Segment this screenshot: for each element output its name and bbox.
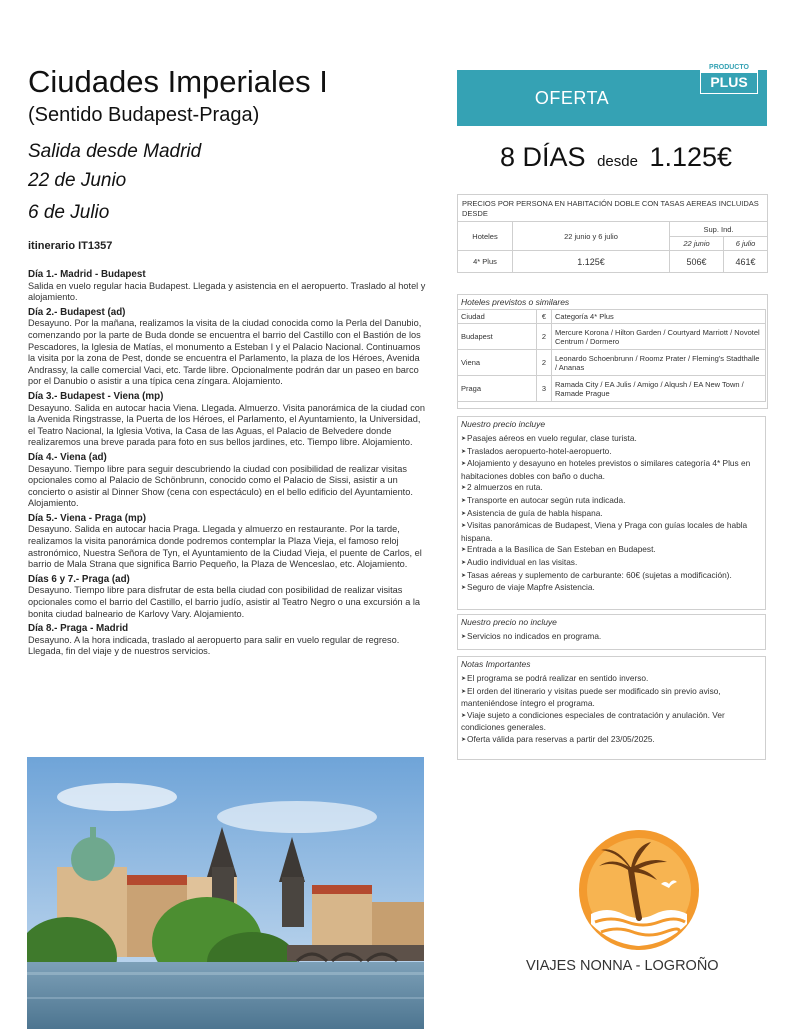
list-item: ➤ Audio individual en las visitas. — [461, 557, 762, 570]
row-price: 1.125€ — [513, 251, 670, 273]
day-text: Desayuno. A la hora indicada, traslado al aeropuerto para salir en vuelo regular de regreso. Llegada, fin del viaje y de nuestros servicios. — [28, 634, 400, 657]
list-item: ➤ El programa se podrá realizar en sentido inverso. — [461, 673, 762, 686]
day-title: Día 5.- Viena - Praga (mp) — [28, 512, 146, 524]
notes-heading: Notas Importantes — [461, 659, 531, 669]
itinerary-code: itinerario IT1357 — [28, 240, 113, 252]
page-subtitle: (Sentido Budapest-Praga) — [28, 104, 260, 126]
offer-banner — [457, 64, 767, 126]
hotel-names: Ramada City / EA Julis / Amigo / Alqush / EA New Town / Ramade Prague — [552, 376, 766, 402]
hotel-city: Viena — [458, 350, 537, 376]
price-desde: desde — [597, 153, 638, 170]
list-item: ➤ Pasajes aéreos en vuelo regular, clase turista. — [461, 433, 762, 446]
day-title: Día 8.- Praga - Madrid — [28, 623, 129, 635]
includes-list — [461, 433, 762, 595]
hotel-names: Mercure Korona / Hilton Garden / Courtyard Marriott / Novotel Centrum / Dormero — [552, 324, 766, 350]
table-row — [458, 350, 766, 376]
list-item: ➤ Seguro de viaje Mapfre Asistencia. — [461, 582, 762, 595]
excludes-heading: Nuestro precio no incluye — [461, 617, 557, 627]
table-row — [458, 324, 766, 350]
product-plus-badge — [700, 62, 758, 94]
day-block — [28, 574, 428, 620]
badge-main-text: PLUS — [710, 74, 748, 90]
day-title: Día 2.- Budapest (ad) — [28, 306, 126, 318]
price-headline — [500, 142, 732, 173]
price-value: 1.125€ — [649, 142, 733, 172]
day-text: Desayuno. Tiempo libre para seguir descubriendo la ciudad con posibilidad de realizar visitas opcionales como al Palacio de Schönbrunn, conocido como el Palacio de Sissi, asistir a un concierto o asistir al Dinner Show (cena con espectáculo) en el bello edificio del Ayuntamiento. Alojamiento. — [28, 463, 413, 509]
notes-section — [457, 656, 766, 760]
list-item: ➤ Entrada a la Basílica de San Esteban en Budapest. — [461, 544, 762, 557]
price-note: PRECIOS POR PERSONA EN HABITACIÓN DOBLE CON TASAS AEREAS INCLUIDAS DESDE — [457, 194, 768, 221]
list-item: ➤ Oferta válida para reservas a partir del 23/05/2025. — [461, 734, 762, 747]
list-item: ➤ Asistencia de guía de habla hispana. — [461, 508, 762, 521]
notes-list — [461, 673, 762, 747]
day-title: Día 3.- Budapest - Viena (mp) — [28, 390, 164, 402]
hotels-heading: Hoteles previstos o similares — [461, 297, 570, 307]
hotels-table — [457, 309, 766, 402]
hotels-col-category: Categoría 4* Plus — [552, 310, 766, 324]
page-title: Ciudades Imperiales I — [28, 64, 328, 99]
list-item: ➤ 2 almuerzos en ruta. — [461, 482, 762, 495]
departure-date-1: 22 de Junio — [28, 170, 127, 191]
departure-date-2: 6 de Julio — [28, 202, 110, 223]
list-item: ➤ Tasas aéreas y suplemento de carburante: 60€ (sujetas a modificación). — [461, 570, 762, 583]
day-block — [28, 269, 428, 304]
day-text: Salida en vuelo regular hacia Budapest. Llegada y asistencia en el aeropuerto. Traslado al hotel y alojamiento. — [28, 280, 426, 303]
list-item: ➤ Alojamiento y desayuno en hoteles previstos o similares categoría 4* Plus en habitaciones dobles con baño o ducha. — [461, 458, 762, 482]
row-sup-6: 461€ — [724, 251, 768, 273]
day-title: Días 6 y 7.- Praga (ad) — [28, 573, 130, 585]
day-text: Desayuno. Tiempo libre para disfrutar de esta bella ciudad con posibilidad de realizar visitas opcionales como el barrio del Castillo, el barrio judío, asistir al Teatro Negro o una excursión a la bonita ciudad balneario de Karlovy Vary. Alojamiento. — [28, 585, 421, 619]
list-item: ➤ El orden del itinerario y visitas puede ser modificado sin previo aviso, manteniéndose íntegro el programa. — [461, 686, 762, 710]
hotel-nights: 3 — [537, 376, 552, 402]
hotels-col-city: Ciudad — [458, 310, 537, 324]
itinerary-days — [28, 266, 428, 658]
row-category: 4* Plus — [458, 251, 513, 273]
departure-label: Salida desde Madrid — [28, 141, 202, 162]
day-block — [28, 623, 428, 658]
excludes-list — [461, 631, 762, 644]
badge-top-text: PRODUCTO — [701, 63, 757, 73]
agency-name: VIAJES NONNA - LOGROÑO — [526, 958, 719, 974]
list-item: ➤ Visitas panorámicas de Budapest, Viena y Praga con guías locales de habla hispana. — [461, 520, 762, 544]
offer-label: OFERTA — [534, 88, 610, 108]
day-text: Desayuno. Salida en autocar hacia Praga. Llegada y almuerzo en restaurante. Por la tarde, realizamos la visita panorámica donde podremos contemplar la Plaza Vieja, el famoso reloj astronómico, Nuestra Señora de Tyn, el Ayuntamiento de la Ciudad Vieja, el puente de Carlos, el barrio de Mala Strana que significa Barrio Pequeño, la Plaza de Wenceslao, etc. Alojamiento. — [28, 524, 422, 570]
hotel-nights: 2 — [537, 350, 552, 376]
list-item: ➤ Transporte en autocar según ruta indicada. — [461, 495, 762, 508]
includes-heading: Nuestro precio incluye — [461, 419, 546, 429]
col-hotels: Hoteles — [458, 222, 513, 251]
excludes-section — [457, 614, 766, 650]
day-text: Desayuno. Salida en autocar hacia Viena. Llegada. Almuerzo. Visita panorámica de la ciudad con la Avenida Ringstrasse, la Puerta de los Héroes, el Parlamento, el Ayuntamiento, la Universidad, el Teatro Nacional, la Iglesia Votiva, la Casa de las Aguas, el Palacio de Belvedere donde realizaremos una breve parada para foto en sus bellos jardines, etc. Tiempo libre. Alojamiento. — [28, 402, 426, 448]
day-title: Día 4.- Viena (ad) — [28, 451, 107, 463]
list-item: ➤ Viaje sujeto a condiciones especiales de contratación y anulación. Ver condiciones generales. — [461, 710, 762, 734]
col-dates: 22 junio y 6 julio — [513, 222, 670, 251]
hotel-names: Leonardo Schoenbrunn / Roomz Prater / Fleming's Stadthalle / Ananas — [552, 350, 766, 376]
price-table — [457, 221, 768, 273]
col-sup-22: 22 junio — [670, 237, 724, 251]
row-sup-22: 506€ — [670, 251, 724, 273]
list-item: ➤ Traslados aeropuerto-hotel-aeropuerto. — [461, 446, 762, 459]
day-text: Desayuno. Por la mañana, realizamos la visita de la ciudad conocida como la Perla del Danubio, comenzando por la parte de Buda donde se encuentra el barrio del Castillo con el Bastión de los Pescadores, la Iglesia de Matías, el monumento a Esteban I y el Palacio Nacional. Continuamos la visita por la zona de Pest, donde se encuentra el Parlamento, la plaza de los Héroes, Avenida Andrassy, la calle comercial Vaci, etc. Tarde libre. Opcionalmente podrán dar un paseo en barco por el Danubio o asistir a una típica cena zíngara. Alojamiento. — [28, 318, 422, 387]
duration-days: 8 DÍAS — [500, 142, 586, 172]
day-block — [28, 307, 428, 388]
hotel-city: Praga — [458, 376, 537, 402]
hotels-section — [457, 294, 768, 409]
day-block — [28, 391, 428, 449]
hotels-col-nights: € — [537, 310, 552, 324]
col-sup-6: 6 julio — [724, 237, 768, 251]
table-row — [458, 376, 766, 402]
includes-section — [457, 416, 766, 610]
hotel-nights: 2 — [537, 324, 552, 350]
prague-photo — [27, 757, 424, 1029]
hotel-city: Budapest — [458, 324, 537, 350]
day-block — [28, 452, 428, 510]
agency-logo — [577, 828, 701, 952]
palm-tree-icon — [577, 828, 701, 952]
list-item: ➤ Servicios no indicados en programa. — [461, 631, 762, 644]
day-block — [28, 513, 428, 571]
col-sup: Sup. Ind. — [670, 222, 768, 237]
price-section — [457, 194, 768, 273]
day-title: Día 1.- Madrid - Budapest — [28, 269, 146, 280]
